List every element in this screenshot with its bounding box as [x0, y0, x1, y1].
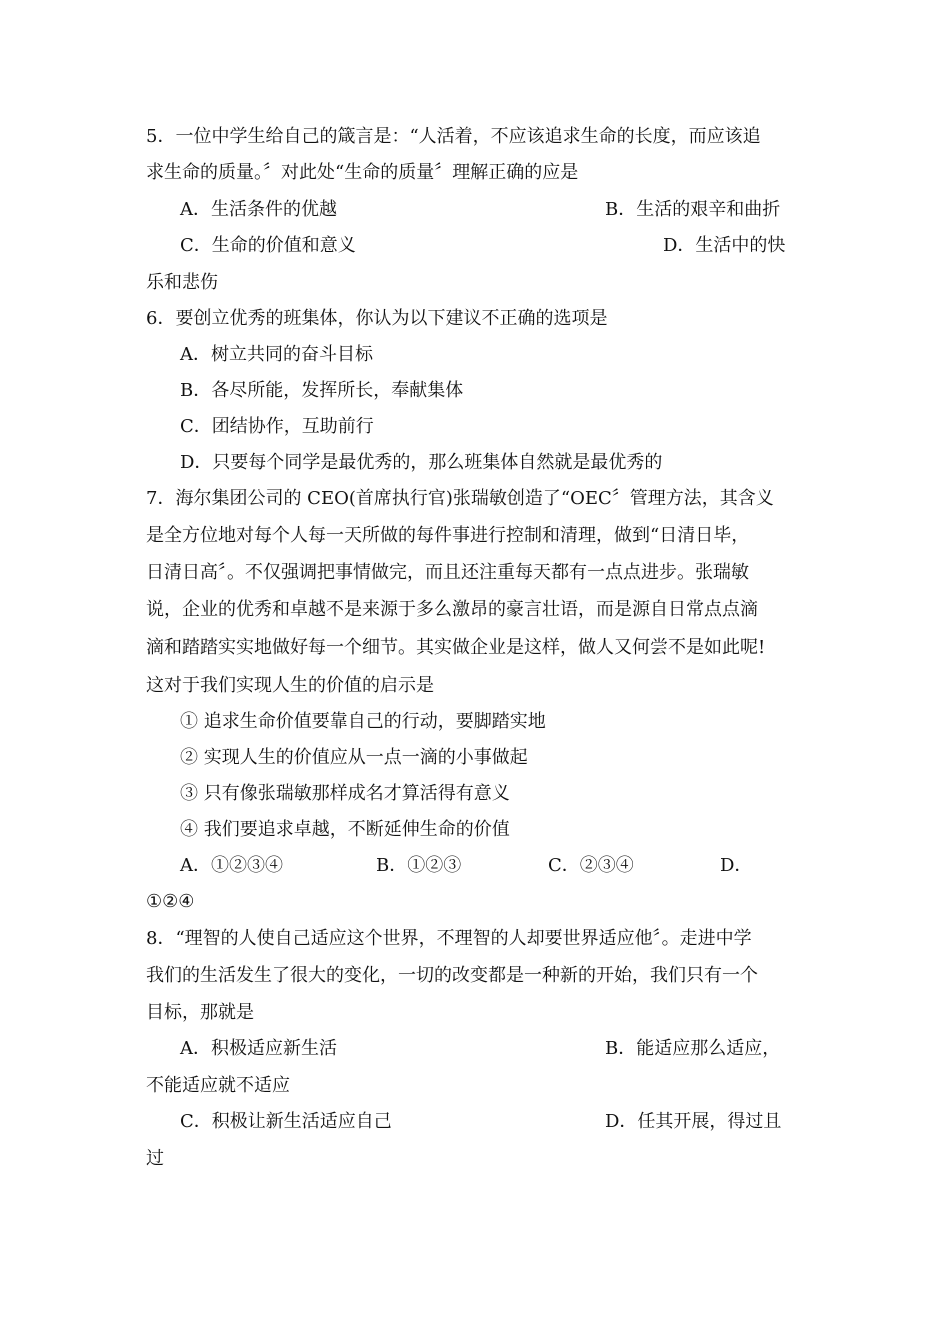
q6-option-d: D．只要每个同学是最优秀的，那么班集体自然就是最优秀的 [180, 452, 663, 473]
q7-stem-line: 日清日高〞。不仅强调把事情做完，而且还注重每天都有一点点进步。张瑞敏 [146, 562, 749, 583]
q7-item-4: ④ 我们要追求卓越，不断延伸生命的价值 [180, 819, 510, 840]
q8-option-c: C．积极让新生活适应自己 [180, 1111, 392, 1132]
q7-option-c: C．②③④ [548, 855, 634, 876]
q7-stem-line: 7．海尔集团公司的 CEO(首席执行官)张瑞敏创造了“OEC〞管理方法，其含义 [146, 488, 774, 509]
q5-stem-line-1: 5．一位中学生给自己的箴言是：“人活着，不应该追求生命的长度，而应该追 [146, 126, 761, 147]
q6-option-c: C．团结协作，互助前行 [180, 416, 374, 437]
q5-option-a: A．生活条件的优越 [180, 199, 337, 220]
q8-stem-line-2: 我们的生活发生了很大的变化，一切的改变都是一种新的开始，我们只有一个 [146, 965, 758, 986]
q5-option-d-continuation: 乐和悲伤 [146, 272, 218, 293]
q8-option-d-continuation: 过 [146, 1148, 164, 1169]
q7-stem-line: 滴和踏踏实实地做好每一个细节。其实做企业是这样，做人又何尝不是如此呢! [146, 637, 766, 658]
q7-stem-line: 说，企业的优秀和卓越不是来源于多么激昂的豪言壮语，而是源自日常点点滴 [146, 599, 758, 620]
q8-stem-line-1: 8．“理智的人使自己适应这个世界，不理智的人却要世界适应他〞。走进中学 [146, 928, 752, 949]
q5-option-c: C．生命的价值和意义 [180, 235, 356, 256]
q7-option-b: B．①②③ [376, 855, 462, 876]
q7-option-a: A．①②③④ [180, 855, 283, 876]
q8-option-b: B．能适应那么适应， [605, 1038, 781, 1059]
q7-stem-line: 是全方位地对每个人每一天所做的每件事进行控制和清理，做到“日清日毕， [146, 525, 750, 546]
q7-option-d-value: ①②④ [146, 891, 195, 912]
q7-stem-line: 这对于我们实现人生的价值的启示是 [146, 675, 434, 696]
q5-option-d: D．生活中的快 [663, 235, 786, 256]
q7-item-2: ② 实现人生的价值应从一点一滴的小事做起 [180, 747, 528, 768]
q6-option-b: B．各尽所能，发挥所长，奉献集体 [180, 380, 464, 401]
q7-item-3: ③ 只有像张瑞敏那样成名才算活得有意义 [180, 783, 510, 804]
q8-option-a: A．积极适应新生活 [180, 1038, 337, 1059]
q8-stem-line-3: 目标，那就是 [146, 1002, 254, 1023]
q8-option-d: D．任其开展，得过且 [605, 1111, 782, 1132]
q7-item-1: ① 追求生命价值要靠自己的行动，要脚踏实地 [180, 711, 546, 732]
q7-option-d-label: D． [720, 855, 753, 876]
q5-stem-line-2: 求生命的质量。〞对此处“生命的质量〞理解正确的应是 [146, 162, 579, 183]
q6-stem: 6．要创立优秀的班集体，你认为以下建议不正确的选项是 [146, 308, 608, 329]
q6-option-a: A．树立共同的奋斗目标 [180, 344, 373, 365]
q5-option-b: B．生活的艰辛和曲折 [605, 199, 781, 220]
q8-option-b-continuation: 不能适应就不适应 [146, 1075, 290, 1096]
